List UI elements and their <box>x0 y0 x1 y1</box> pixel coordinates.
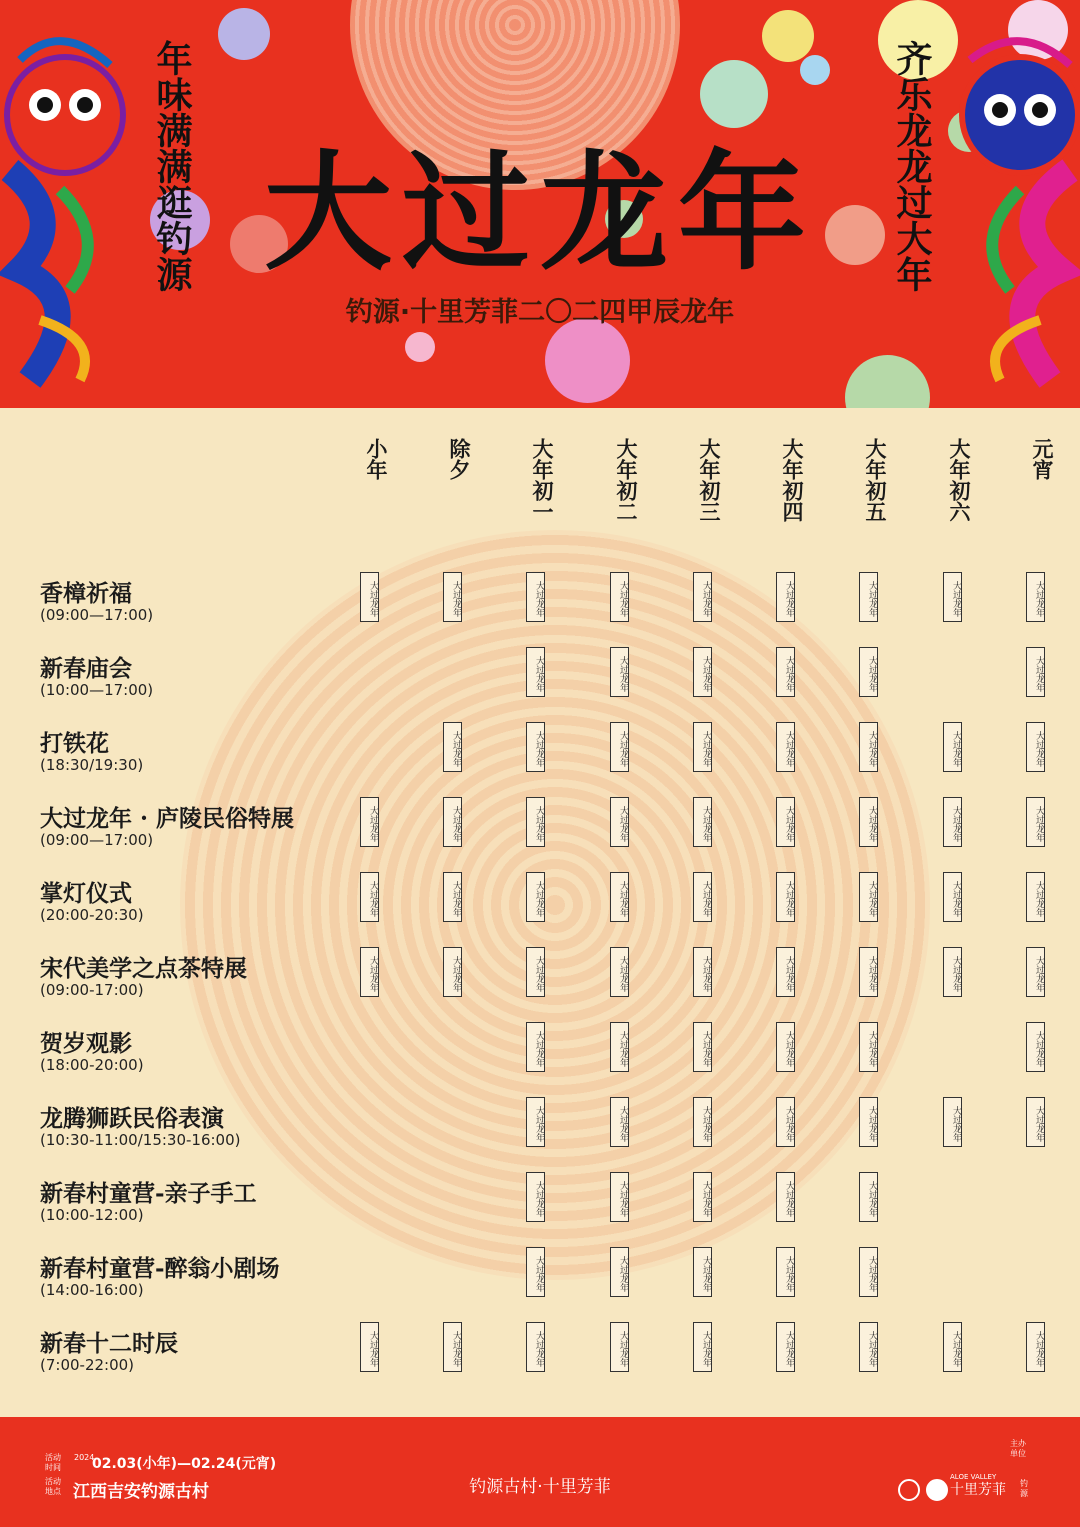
schedule-stamp: 大过龙年 <box>610 722 629 772</box>
schedule-stamp: 大过龙年 <box>776 1322 795 1372</box>
activity-name: 新春村童营-醉翁小剧场 <box>40 1255 280 1282</box>
schedule-stamp: 大过龙年 <box>693 1172 712 1222</box>
schedule-stamp: 大过龙年 <box>526 797 545 847</box>
activity-time: (09:00—17:00) <box>40 831 154 849</box>
schedule-stamp: 大过龙年 <box>776 872 795 922</box>
activity-time: (7:00-22:00) <box>40 1356 135 1374</box>
activity-name: 新春庙会 <box>40 655 132 682</box>
year-label: 2024 <box>74 1453 95 1462</box>
schedule-stamp: 大过龙年 <box>360 797 379 847</box>
decor-dot <box>800 55 830 85</box>
footer-center-text: 钓源古村·十里芳菲 <box>469 1477 611 1497</box>
schedule-stamp: 大过龙年 <box>859 797 878 847</box>
schedule-stamp: 大过龙年 <box>1026 797 1045 847</box>
schedule-stamp: 大过龙年 <box>859 1022 878 1072</box>
column-header: 大年初五 <box>863 438 887 522</box>
schedule-stamp: 大过龙年 <box>693 1322 712 1372</box>
brand-seal-icon <box>926 1479 948 1501</box>
schedule-stamp: 大过龙年 <box>859 1322 878 1372</box>
activity-name: 宋代美学之点茶特展 <box>40 955 247 982</box>
schedule-stamp: 大过龙年 <box>1026 947 1045 997</box>
activity-time: (10:00-12:00) <box>40 1206 144 1224</box>
decor-dot <box>762 10 814 62</box>
schedule-stamp: 大过龙年 <box>776 797 795 847</box>
schedule-stamp: 大过龙年 <box>1026 872 1045 922</box>
left-vertical-slogan: 年味满满逛钓源 <box>151 40 192 292</box>
activity-time: (09:00—17:00) <box>40 606 154 624</box>
schedule-stamp: 大过龙年 <box>693 722 712 772</box>
place-label: 活动地点 <box>45 1477 61 1496</box>
event-place: 江西吉安钓源古村 <box>73 1482 209 1502</box>
decor-dot <box>405 332 435 362</box>
subtitle: 钓源·十里芳菲二〇二四甲辰龙年 <box>345 297 735 328</box>
schedule-stamp: 大过龙年 <box>526 1172 545 1222</box>
decor-dot <box>845 355 930 408</box>
schedule-stamp: 大过龙年 <box>776 572 795 622</box>
schedule-stamp: 大过龙年 <box>610 1097 629 1147</box>
time-label: 活动时间 <box>45 1453 61 1472</box>
schedule-stamp: 大过龙年 <box>610 1172 629 1222</box>
right-vertical-slogan: 齐乐龙龙过大年 <box>891 40 932 292</box>
main-title: 大过龙年 <box>263 139 816 288</box>
column-header: 大年初三 <box>697 438 721 522</box>
organizer-label: 主办单位 <box>1010 1439 1026 1458</box>
decor-dot <box>218 8 270 60</box>
column-header: 大年初四 <box>780 438 804 522</box>
column-header: 小年 <box>364 438 388 480</box>
schedule-stamp: 大过龙年 <box>693 572 712 622</box>
schedule-stamp: 大过龙年 <box>943 572 962 622</box>
column-header: 大年初二 <box>614 438 638 522</box>
date-range: 02.03(小年)—02.24(元宵) <box>92 1456 277 1472</box>
schedule-stamp: 大过龙年 <box>526 872 545 922</box>
activity-name: 掌灯仪式 <box>40 880 132 907</box>
schedule-stamp: 大过龙年 <box>610 797 629 847</box>
schedule-stamp: 大过龙年 <box>943 1322 962 1372</box>
schedule-stamp: 大过龙年 <box>526 1247 545 1297</box>
schedule-stamp: 大过龙年 <box>1026 722 1045 772</box>
schedule-stamp: 大过龙年 <box>526 1322 545 1372</box>
schedule-stamp: 大过龙年 <box>610 647 629 697</box>
column-header: 元宵 <box>1030 438 1054 480</box>
schedule-stamp: 大过龙年 <box>360 572 379 622</box>
organizer-name: 钓源 <box>1020 1479 1028 1498</box>
schedule-stamp: 大过龙年 <box>859 722 878 772</box>
schedule-stamp: 大过龙年 <box>776 947 795 997</box>
footer-bar <box>0 1417 1080 1527</box>
schedule-stamp: 大过龙年 <box>1026 1322 1045 1372</box>
schedule-stamp: 大过龙年 <box>776 1247 795 1297</box>
schedule-stamp: 大过龙年 <box>610 872 629 922</box>
activity-name: 龙腾狮跃民俗表演 <box>40 1105 224 1132</box>
schedule-stamp: 大过龙年 <box>776 647 795 697</box>
schedule-stamp: 大过龙年 <box>443 872 462 922</box>
schedule-stamp: 大过龙年 <box>360 947 379 997</box>
decor-dot <box>545 318 630 403</box>
aloe-logo-icon <box>898 1479 920 1501</box>
column-header: 大年初一 <box>530 438 554 522</box>
activity-name: 打铁花 <box>40 730 109 757</box>
activity-name: 新春十二时辰 <box>40 1330 178 1357</box>
schedule-stamp: 大过龙年 <box>526 722 545 772</box>
schedule-stamp: 大过龙年 <box>776 722 795 772</box>
schedule-stamp: 大过龙年 <box>693 1097 712 1147</box>
schedule-stamp: 大过龙年 <box>776 1097 795 1147</box>
schedule-stamp: 大过龙年 <box>610 947 629 997</box>
activity-name: 香樟祈福 <box>40 580 132 607</box>
activity-name: 贺岁观影 <box>40 1030 132 1057</box>
schedule-stamp: 大过龙年 <box>943 1097 962 1147</box>
schedule-stamp: 大过龙年 <box>360 872 379 922</box>
activity-time: (20:00-20:30) <box>40 906 144 924</box>
schedule-stamp: 大过龙年 <box>526 1022 545 1072</box>
brand-chinese: 十里芳菲 <box>950 1482 1006 1498</box>
column-header: 大年初六 <box>947 438 971 522</box>
header-banner <box>0 0 1080 408</box>
activity-time: (10:00—17:00) <box>40 681 154 699</box>
schedule-stamp: 大过龙年 <box>610 1322 629 1372</box>
schedule-stamp: 大过龙年 <box>859 647 878 697</box>
schedule-stamp: 大过龙年 <box>859 1172 878 1222</box>
schedule-stamp: 大过龙年 <box>443 1322 462 1372</box>
schedule-stamp: 大过龙年 <box>943 722 962 772</box>
schedule-stamp: 大过龙年 <box>859 1247 878 1297</box>
schedule-stamp: 大过龙年 <box>693 647 712 697</box>
schedule-stamp: 大过龙年 <box>859 947 878 997</box>
schedule-stamp: 大过龙年 <box>443 572 462 622</box>
schedule-stamp: 大过龙年 <box>859 572 878 622</box>
brand-english: ALOE VALLEY <box>950 1473 997 1481</box>
activity-time: (18:00-20:00) <box>40 1056 144 1074</box>
schedule-stamp: 大过龙年 <box>776 1172 795 1222</box>
schedule-stamp: 大过龙年 <box>443 947 462 997</box>
schedule-stamp: 大过龙年 <box>943 872 962 922</box>
schedule-stamp: 大过龙年 <box>693 1022 712 1072</box>
activity-time: (09:00-17:00) <box>40 981 144 999</box>
schedule-stamp: 大过龙年 <box>443 722 462 772</box>
schedule-stamp: 大过龙年 <box>526 572 545 622</box>
schedule-stamp: 大过龙年 <box>693 797 712 847</box>
schedule-stamp: 大过龙年 <box>360 1322 379 1372</box>
schedule-stamp: 大过龙年 <box>693 872 712 922</box>
schedule-stamp: 大过龙年 <box>859 1097 878 1147</box>
schedule-stamp: 大过龙年 <box>943 797 962 847</box>
activity-time: (18:30/19:30) <box>40 756 144 774</box>
schedule-stamp: 大过龙年 <box>693 1247 712 1297</box>
activity-time: (14:00-16:00) <box>40 1281 144 1299</box>
column-header: 除夕 <box>447 438 471 480</box>
schedule-stamp: 大过龙年 <box>1026 1022 1045 1072</box>
schedule-stamp: 大过龙年 <box>610 1022 629 1072</box>
schedule-stamp: 大过龙年 <box>776 1022 795 1072</box>
schedule-stamp: 大过龙年 <box>943 947 962 997</box>
schedule-stamp: 大过龙年 <box>859 872 878 922</box>
activity-name: 大过龙年 · 庐陵民俗特展 <box>40 805 295 832</box>
schedule-stamp: 大过龙年 <box>526 1097 545 1147</box>
schedule-stamp: 大过龙年 <box>526 647 545 697</box>
schedule-stamp: 大过龙年 <box>1026 572 1045 622</box>
activity-name: 新春村童营-亲子手工 <box>40 1180 257 1207</box>
schedule-stamp: 大过龙年 <box>1026 647 1045 697</box>
schedule-stamp: 大过龙年 <box>1026 1097 1045 1147</box>
papercut-medallion-background <box>180 530 930 1280</box>
schedule-stamp: 大过龙年 <box>526 947 545 997</box>
schedule-stamp: 大过龙年 <box>693 947 712 997</box>
schedule-stamp: 大过龙年 <box>610 1247 629 1297</box>
schedule-stamp: 大过龙年 <box>610 572 629 622</box>
activity-time: (10:30-11:00/15:30-16:00) <box>40 1131 241 1149</box>
schedule-stamp: 大过龙年 <box>443 797 462 847</box>
